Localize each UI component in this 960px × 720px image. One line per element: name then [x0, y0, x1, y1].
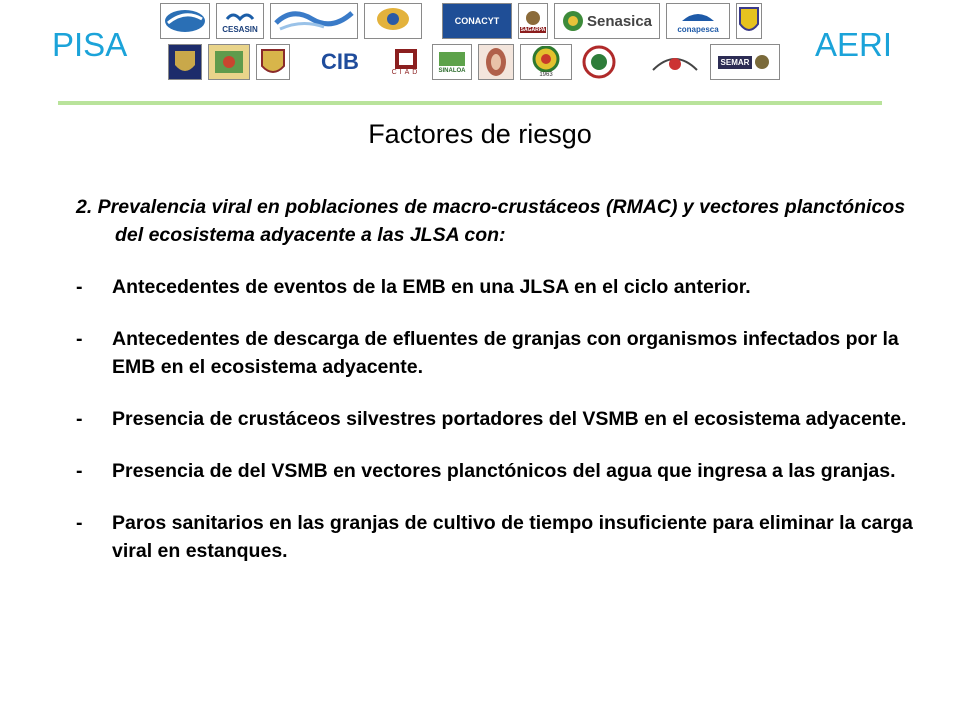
logo-row-bottom	[168, 44, 780, 80]
ornamental-seal-logo	[478, 44, 514, 80]
bullet-dash: -	[76, 276, 83, 298]
conapesca-logo: conapesca	[666, 3, 730, 39]
crest-logo	[256, 44, 290, 80]
bullet-text: Paros sanitarios en las granjas de cultivo de tiempo insuficiente para eliminar la carga viral en estanques.	[112, 512, 913, 562]
cib-logo: CIB	[316, 44, 364, 80]
bullet-dash: -	[76, 512, 83, 534]
pisa-label: PISA	[52, 26, 128, 63]
list-item	[76, 325, 926, 381]
sinaloa-logo: SINALOA	[432, 44, 472, 80]
list-item	[76, 273, 926, 301]
senasica-logo: Senasica	[554, 3, 660, 39]
list-item	[76, 457, 926, 485]
bullet-dash: -	[76, 408, 83, 430]
bullet-dash: -	[76, 328, 83, 350]
bullet-text: Presencia de crustáceos silvestres portadores del VSMB en el ecosistema adyacente.	[112, 408, 907, 430]
list-item	[76, 509, 926, 565]
bullet-text: Presencia de del VSMB en vectores planctónicos del agua que ingresa a las granjas.	[112, 460, 896, 482]
cesasin-logo: CESASIN	[216, 3, 264, 39]
bullet-text: Antecedentes de eventos de la EMB en una JLSA en el ciclo anterior.	[112, 276, 751, 298]
cesaen-logo	[160, 3, 210, 39]
university-seal-logo: 1963	[520, 44, 572, 80]
state-arms-logo	[208, 44, 250, 80]
conacyt-logo: CONACYT	[442, 3, 512, 39]
intro-paragraph: 2. Prevalencia viral en poblaciones de macro-crustáceos (RMAC) y vectores planctónicos del ecosistema adyacente a las JLSA con:	[76, 196, 906, 246]
csa-nayarit-logo	[364, 3, 422, 39]
slide-title: Factores de riesgo	[368, 119, 592, 149]
csa-bcs-logo	[270, 3, 358, 39]
ciad-logo: CIAD	[386, 44, 426, 80]
round-seal-logo	[578, 44, 620, 80]
slide-body	[76, 193, 926, 589]
shield-emblem-logo	[736, 3, 762, 39]
header-divider	[58, 101, 882, 105]
semar-logo: SEMAR	[710, 44, 780, 80]
unam-logo	[168, 44, 202, 80]
bullet-dash: -	[76, 460, 83, 482]
logo-row-top	[160, 3, 762, 39]
aeri-label: AERI	[814, 26, 892, 63]
bullet-text: Antecedentes de descarga de efluentes de granjas con organismos infectados por la EMB en el ecosistema adyacente.	[112, 328, 899, 378]
list-item	[76, 405, 926, 433]
sagarpa-logo: SAGARPA	[518, 3, 548, 39]
labs-network-logo	[646, 44, 704, 80]
